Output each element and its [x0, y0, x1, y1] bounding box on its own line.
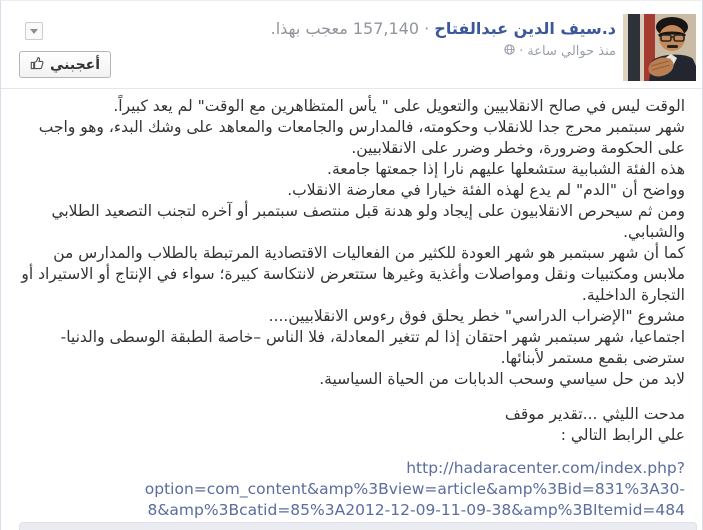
likes-label: معجب بهذا. — [270, 19, 348, 38]
post-paragraph: اجتماعيا، شهر سبتمبر شهر احتقان إذا لم تتغير المعادلة، فلا الناس –خاصة الطبقة الوسطى والدنيا- سترضى بقمع مستمر لأبنائها. — [60, 328, 685, 367]
post-link[interactable]: http://hadaracenter.com/index.php?option=com_content&amp%3Bview=article&amp%3Bid=831%3A30-8&amp%3Bcatid=85%3A2012-12-09-11-09-38&amp%3BItemid=484 — [144, 459, 685, 519]
post-paragraph: كما أن شهر سبتمبر هو شهر العودة للكثير من الفعاليات الاقتصادية المرتبطة بالطلاب والمدارس من ملابس ومكتبيات ونقل ومواصلات وأغذية وغيرها ستتعرض لانتكاسة كبيرة؛ سواء في الإنتاج أو الاستيراد أو التجارة الداخلية. — [21, 244, 685, 304]
post-paragraph: الوقت ليس في صالح الانقلابيين والتعويل على " يأس المتظاهرين مع الوقت" لم يعد كبيراً. — [113, 97, 685, 115]
post-paragraph: شهر سبتمبر محرج جدا للانقلاب وحكومته، فالمدارس والجامعات والمعاهد على وشك البدء، وهو واجب على الحكومة وضرورة، وخطر وضرر على الانقلابيين. — [38, 118, 685, 157]
page-name-link[interactable]: د.سيف الدين عبدالفتاح — [434, 19, 616, 38]
post-header — [1, 1, 702, 89]
post-body — [2, 90, 701, 530]
like-button-label: أعجبني — [50, 56, 101, 73]
link-intro-line: علي الرابط التالي : — [560, 426, 685, 444]
post-paragraph: ومن ثم سيحرص الانقلابيون على إيجاد ولو هدنة قبل منتصف سبتمبر أو آخره لتجنب التصعيد الطلابي والشبابي. — [51, 202, 685, 241]
post-paragraph: هذه الفئة الشبابية ستشعلها عليهم نارا إذا جمعتها جامعة. — [327, 160, 685, 178]
globe-icon — [504, 44, 515, 59]
profile-photo — [623, 14, 696, 81]
timestamp-separator: · — [519, 43, 524, 59]
post-paragraph: لابد من حل سياسي وسحب الدبابات من الحياة السياسية. — [319, 370, 685, 388]
chevron-down-icon — [30, 29, 38, 34]
page-avatar[interactable] — [623, 14, 696, 81]
thumbs-up-icon — [30, 56, 44, 74]
page-name-row — [271, 19, 616, 38]
next-section-strip — [19, 522, 697, 530]
post-link-wrap — [20, 458, 685, 521]
post-meta-row — [504, 43, 616, 59]
like-button[interactable] — [19, 51, 111, 78]
story-options-button[interactable] — [25, 22, 43, 40]
post-timestamp: منذ حوالي ساعة — [527, 43, 616, 59]
post-paragraph: مشروع "الإضراب الدراسي" خطر يحلق فوق رءوس الانقلابيين.... — [268, 307, 685, 325]
likes-separator: · — [424, 19, 430, 38]
post-signature: مدحت الليثي ...تقدير موقف — [504, 405, 685, 423]
post-paragraph: وواضح أن "الدم" لم يدع لهذه الفئة خيارا في معارضة الانقلاب. — [287, 181, 685, 199]
likes-count: 157,140 — [352, 19, 420, 38]
